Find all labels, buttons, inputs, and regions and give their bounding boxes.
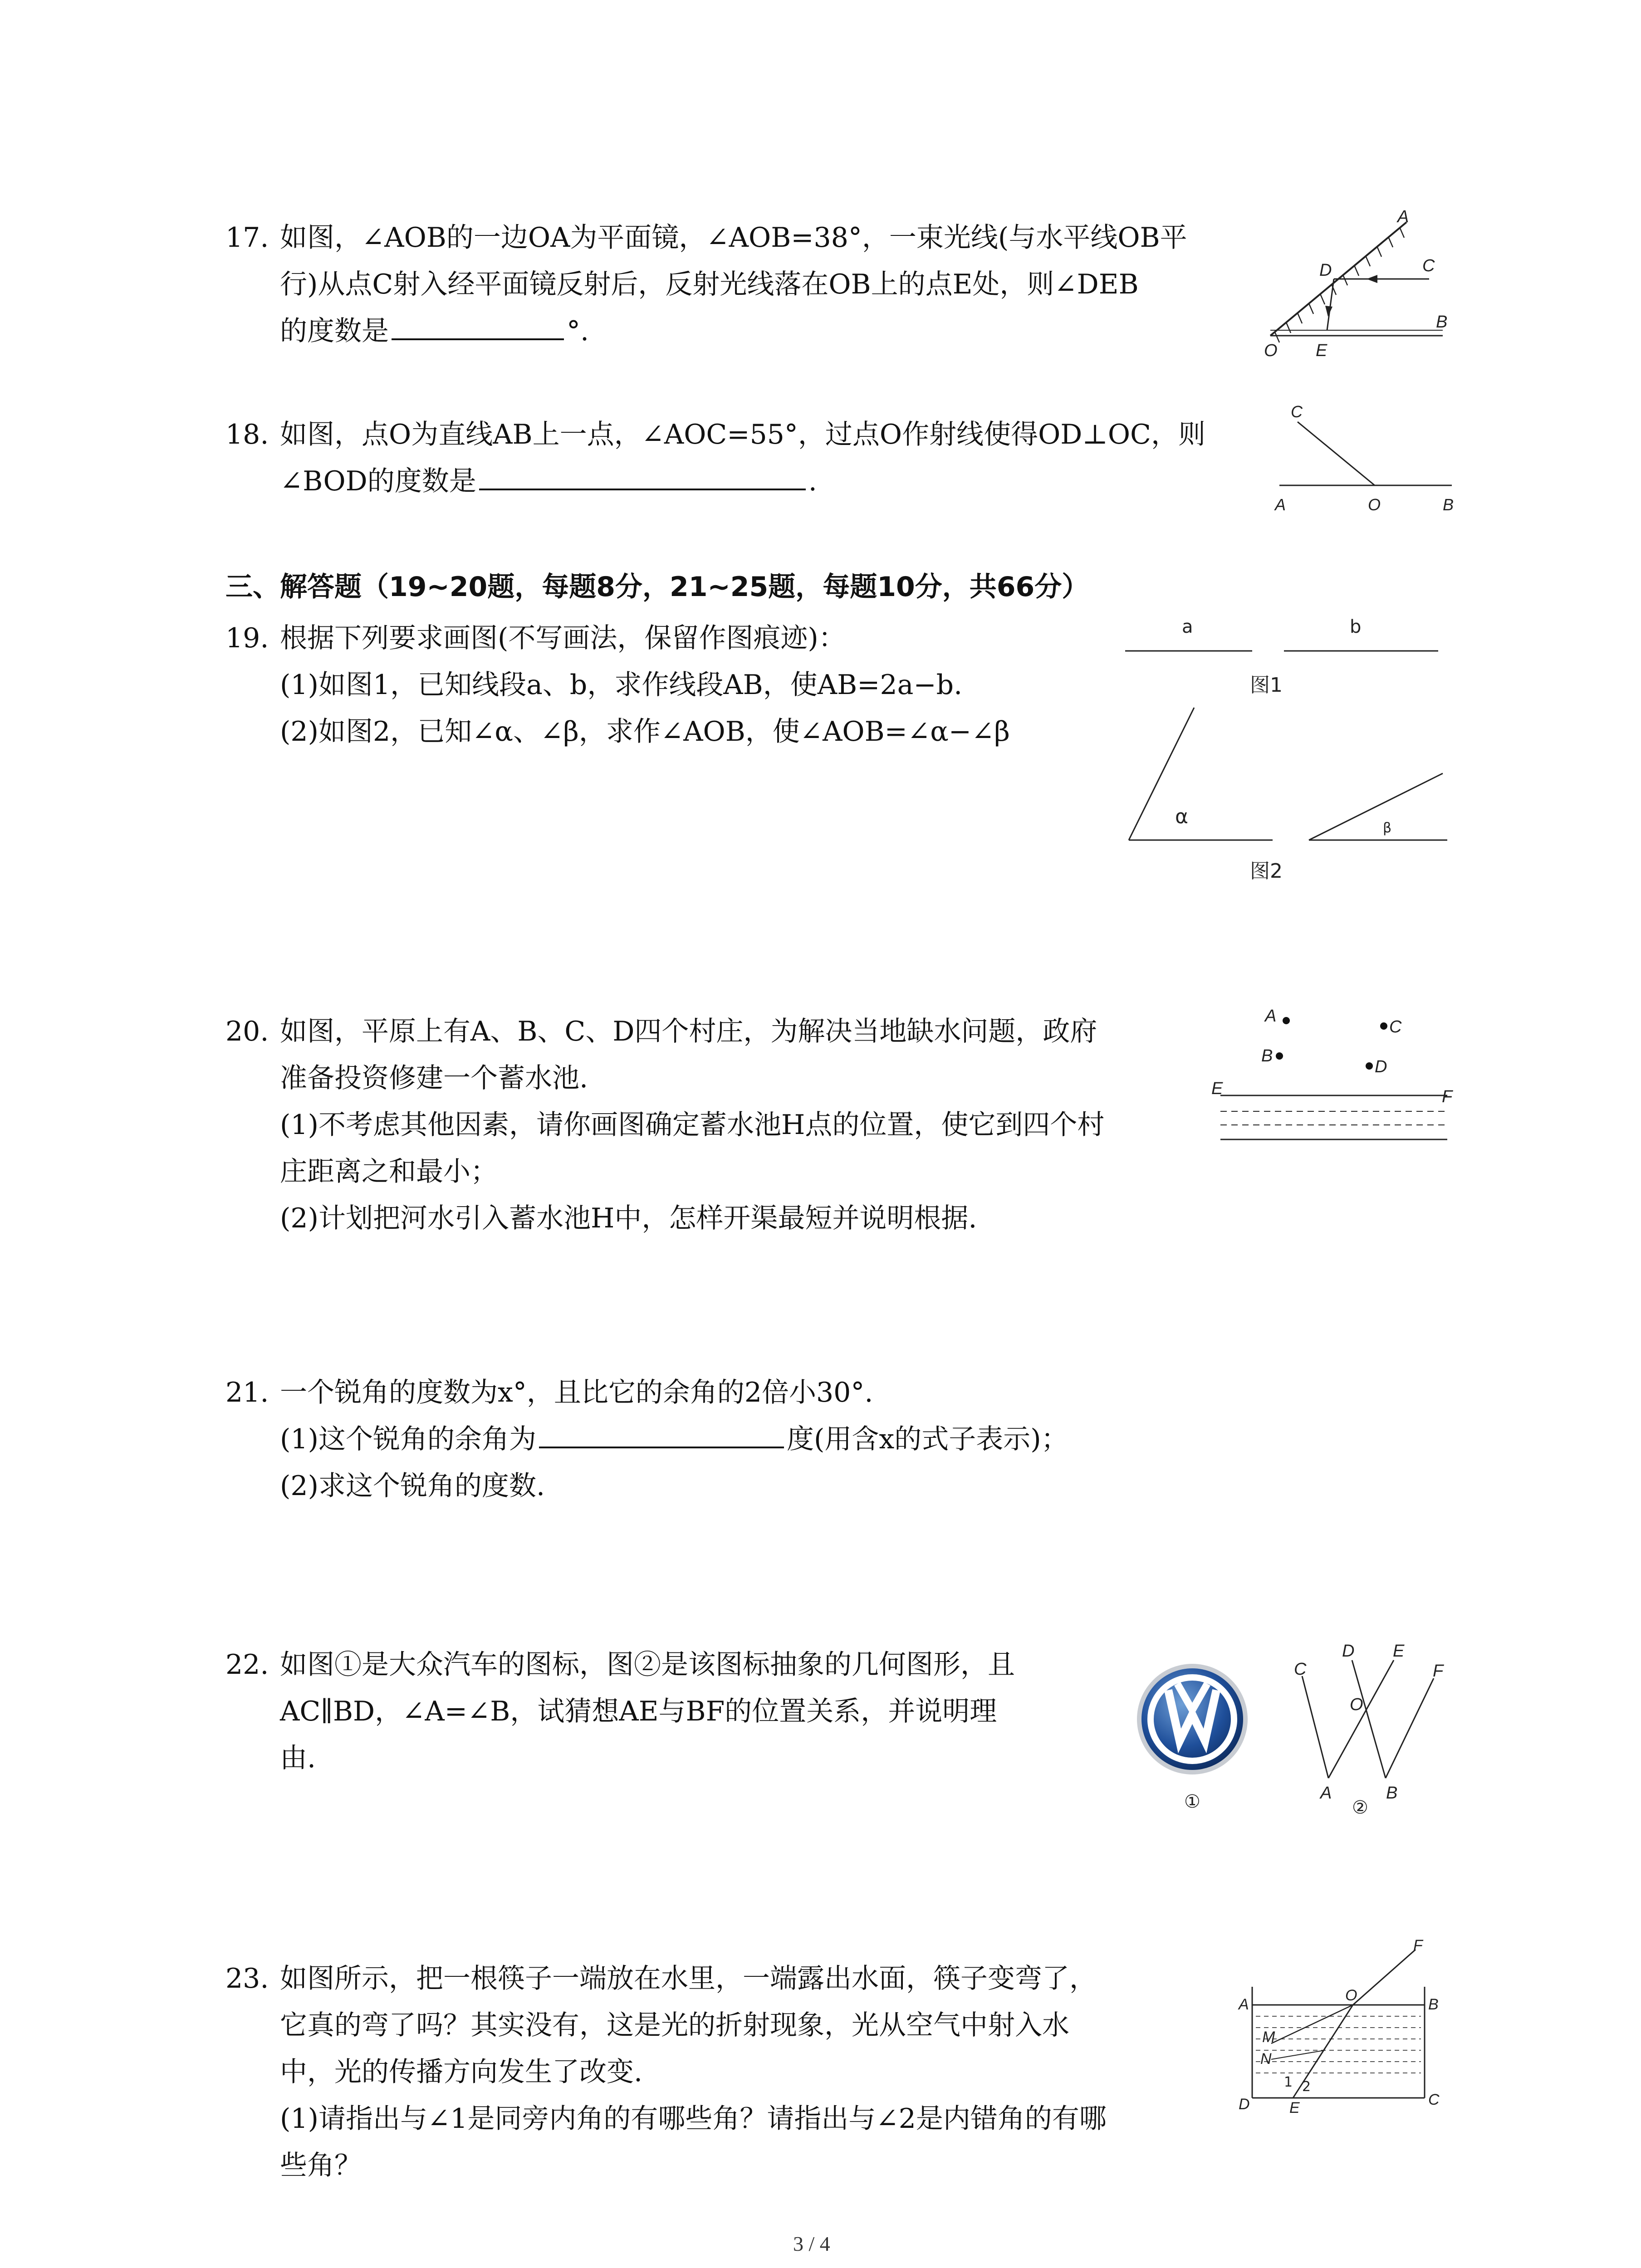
label-A: A	[1275, 495, 1286, 514]
question-23-line-3: 中，光的传播方向发生了改变.	[280, 2056, 643, 2088]
label-B: B	[1428, 1996, 1439, 2013]
figure-2-caption: 图2	[1250, 860, 1283, 883]
label-C: C	[1294, 1660, 1307, 1679]
label-O: O	[1345, 1987, 1357, 2004]
question-18-number: 18.	[225, 419, 269, 450]
figure-q20-villages	[1211, 993, 1456, 1148]
question-21-line-1: 一个锐角的度数为x°，且比它的余角的2倍小30°.	[280, 1377, 873, 1408]
question-23-number: 23.	[225, 1963, 269, 1994]
angle-alpha-label: α	[1175, 805, 1189, 828]
figure-q19-angles	[1121, 708, 1456, 889]
question-20-line-2: 准备投资修建一个蓄水池.	[280, 1062, 588, 1094]
river-F-label: F	[1442, 1087, 1453, 1106]
label-E: E	[1393, 1642, 1405, 1661]
question-17-prompt: 的度数是	[280, 315, 389, 347]
label-C: C	[1428, 2091, 1440, 2108]
question-19-line-1: 根据下列要求画图(不写画法，保留作图痕迹)：	[280, 622, 846, 654]
figure-1-caption: 图1	[1250, 674, 1283, 697]
angle-beta-label: β	[1383, 820, 1392, 836]
question-17-number: 17.	[225, 222, 269, 254]
angle-2-label: 2	[1302, 2079, 1311, 2095]
question-21-prompt: (1)这个锐角的余角为	[280, 1423, 536, 1455]
figure-q17-mirror	[1261, 207, 1461, 360]
figure-q23-refraction	[1234, 1937, 1452, 2116]
label-F: F	[1433, 1662, 1444, 1681]
question-19-line-2: (1)如图1，已知线段a、b，求作线段AB，使AB=2a−b.	[280, 669, 963, 701]
section-3-heading: 三、解答题（19~20题，每题8分，21~25题，每题10分，共66分）	[225, 571, 1089, 603]
label-C: C	[1422, 256, 1435, 275]
vw-logo-figure	[1134, 1660, 1257, 1814]
question-23-line-1: 如图所示，把一根筷子一端放在水里，一端露出水面，筷子变弯了，	[280, 1963, 1097, 1994]
figure-2-caption: ②	[1352, 1797, 1368, 1818]
village-C-label: C	[1389, 1017, 1402, 1036]
question-21-line-3: (2)求这个锐角的度数.	[280, 1470, 545, 1502]
label-F: F	[1413, 1937, 1423, 1954]
page-number: 3 / 4	[793, 2232, 830, 2255]
label-A: A	[1320, 1784, 1332, 1803]
figure-q22-geometry	[1284, 1642, 1456, 1819]
label-B: B	[1443, 495, 1454, 514]
question-18-suffix: .	[808, 465, 817, 497]
answer-blank-21[interactable]	[539, 1422, 784, 1448]
label-B: B	[1386, 1784, 1398, 1803]
label-D: D	[1239, 2096, 1250, 2113]
answer-blank-17[interactable]	[392, 314, 564, 340]
question-20-line-3: (1)不考虑其他因素，请你画图确定蓄水池H点的位置，使它到四个村	[280, 1109, 1105, 1141]
label-D: D	[1319, 261, 1332, 280]
village-D-label: D	[1375, 1057, 1387, 1076]
question-23-line-4: (1)请指出与∠1是同旁内角的有哪些角？请指出与∠2是内错角的有哪	[280, 2103, 1107, 2135]
village-A-label: A	[1265, 1007, 1277, 1026]
question-18-line-2	[280, 462, 817, 500]
label-C: C	[1291, 402, 1303, 421]
question-17-line-1: 如图，∠AOB的一边OA为平面镜，∠AOB=38°，一束光线(与水平线OB平	[280, 222, 1187, 254]
segment-a-label: a	[1182, 616, 1193, 637]
question-21-suffix: 度(用含x的式子表示)；	[787, 1423, 1068, 1455]
label-A: A	[1397, 207, 1409, 226]
question-22-number: 22.	[225, 1649, 269, 1681]
question-19-line-3: (2)如图2，已知∠α、∠β，求作∠AOB，使∠AOB=∠α−∠β	[280, 716, 1010, 748]
question-22-line-2: AC∥BD，∠A=∠B，试猜想AE与BF的位置关系，并说明理	[280, 1696, 997, 1727]
river-E-label: E	[1211, 1079, 1223, 1098]
question-20-line-1: 如图，平原上有A、B、C、D四个村庄，为解决当地缺水问题，政府	[280, 1016, 1097, 1047]
label-A: A	[1239, 1996, 1249, 2013]
question-23-line-2: 它真的弯了吗？其实没有，这是光的折射现象，光从空气中射入水	[280, 2009, 1069, 2041]
question-20-line-5: (2)计划把河水引入蓄水池H中，怎样开渠最短并说明根据.	[280, 1202, 977, 1234]
question-22-line-1: 如图①是大众汽车的图标，图②是该图标抽象的几何图形，且	[280, 1649, 1015, 1681]
figure-q18-angle	[1270, 404, 1461, 517]
question-18-prompt: ∠BOD的度数是	[280, 465, 476, 497]
label-O: O	[1350, 1695, 1363, 1714]
question-20-line-4: 庄距离之和最小；	[280, 1156, 498, 1188]
answer-blank-18[interactable]	[479, 464, 806, 490]
figure-1-caption: ①	[1184, 1791, 1200, 1812]
label-E: E	[1316, 341, 1327, 360]
label-M: M	[1262, 2028, 1275, 2046]
question-17-line-3	[280, 312, 589, 350]
village-B-label: B	[1261, 1046, 1273, 1066]
question-22-line-3: 由.	[280, 1742, 316, 1774]
question-18-line-1: 如图，点O为直线AB上一点，∠AOC=55°，过点O作射线使得OD⊥OC，则	[280, 419, 1205, 450]
question-20-number: 20.	[225, 1016, 269, 1047]
question-21-line-2	[280, 1420, 1068, 1458]
figure-q19-segments	[1121, 608, 1456, 708]
question-19-number: 19.	[225, 622, 269, 654]
question-21-number: 21.	[225, 1377, 269, 1408]
label-E: E	[1289, 2099, 1300, 2116]
angle-1-label: 1	[1284, 2074, 1293, 2090]
segment-b-label: b	[1350, 616, 1362, 637]
question-17-suffix: °.	[567, 315, 589, 347]
label-D: D	[1342, 1642, 1355, 1661]
label-O: O	[1264, 341, 1278, 360]
label-O: O	[1368, 495, 1381, 514]
label-B: B	[1436, 313, 1448, 332]
question-23-line-5: 些角？	[280, 2150, 362, 2181]
label-N: N	[1260, 2050, 1272, 2068]
question-17-line-2: 行)从点C射入经平面镜反射后，反射光线落在OB上的点E处，则∠DEB	[280, 269, 1139, 300]
